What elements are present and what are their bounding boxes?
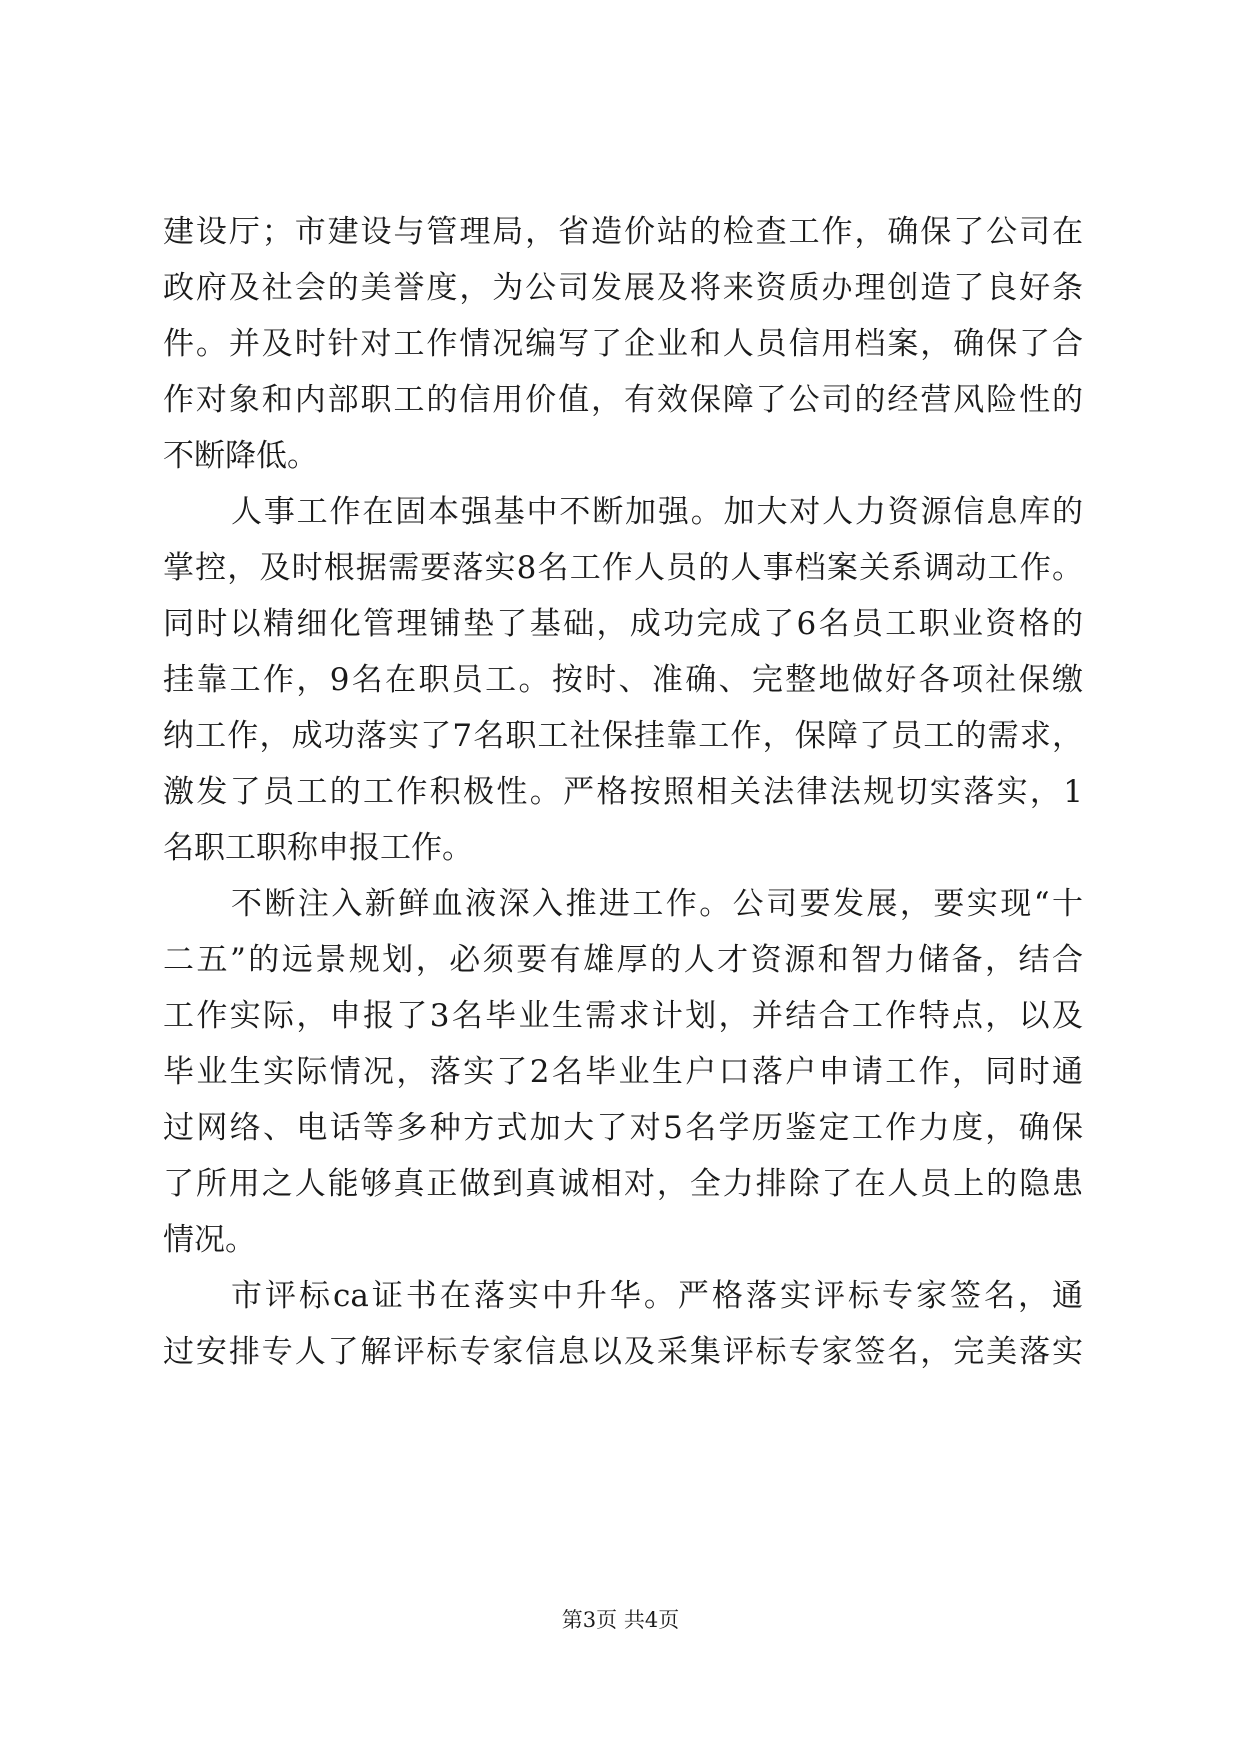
page-footer: 第3页 共4页 [561,1608,680,1632]
text-line: 掌控，及时根据需要落实8名工作人员的人事档案关系调动工作。 [163,550,1083,586]
text-line: 同时以精细化管理铺垫了基础，成功完成了6名员工职业资格的 [163,606,1083,642]
text-line: 过网络、电话等多种方式加大了对5名学历鉴定工作力度，确保 [163,1110,1083,1146]
text-line: 作对象和内部职工的信用价值，有效保障了公司的经营风险性的 [163,382,1083,418]
text-line: 二五”的远景规划，必须要有雄厚的人才资源和智力储备，结合 [163,942,1083,978]
text-line: 工作实际，申报了3名毕业生需求计划，并结合工作特点，以及 [163,998,1083,1034]
text-line: 了所用之人能够真正做到真诚相对，全力排除了在人员上的隐患 [163,1166,1083,1202]
text-line: 情况。 [163,1222,256,1258]
text-line: 激发了员工的工作积极性。严格按照相关法律法规切实落实，1 [163,774,1083,810]
text-line: 件。并及时针对工作情况编写了企业和人员信用档案，确保了合 [163,326,1083,362]
text-line: 毕业生实际情况，落实了2名毕业生户口落户申请工作，同时通 [163,1054,1083,1090]
text-line: 名职工职称申报工作。 [163,830,473,866]
text-line: 挂靠工作，9名在职员工。按时、准确、完整地做好各项社保缴 [163,662,1083,698]
text-line: 纳工作，成功落实了7名职工社保挂靠工作，保障了员工的需求， [163,718,1083,754]
text-line: 不断降低。 [163,438,318,474]
text-line: 建设厅；市建设与管理局，省造价站的检查工作，确保了公司在 [163,214,1083,250]
text-line: 政府及社会的美誉度，为公司发展及将来资质办理创造了良好条 [163,270,1083,306]
text-line: 过安排专人了解评标专家信息以及采集评标专家签名，完美落实 [163,1334,1083,1370]
paragraph-first-line: 市评标ca证书在落实中升华。严格落实评标专家签名，通 [231,1278,1083,1314]
paragraph-first-line: 人事工作在固本强基中不断加强。加大对人力资源信息库的 [231,494,1083,530]
paragraph-first-line: 不断注入新鲜血液深入推进工作。公司要发展，要实现“十 [231,886,1083,922]
